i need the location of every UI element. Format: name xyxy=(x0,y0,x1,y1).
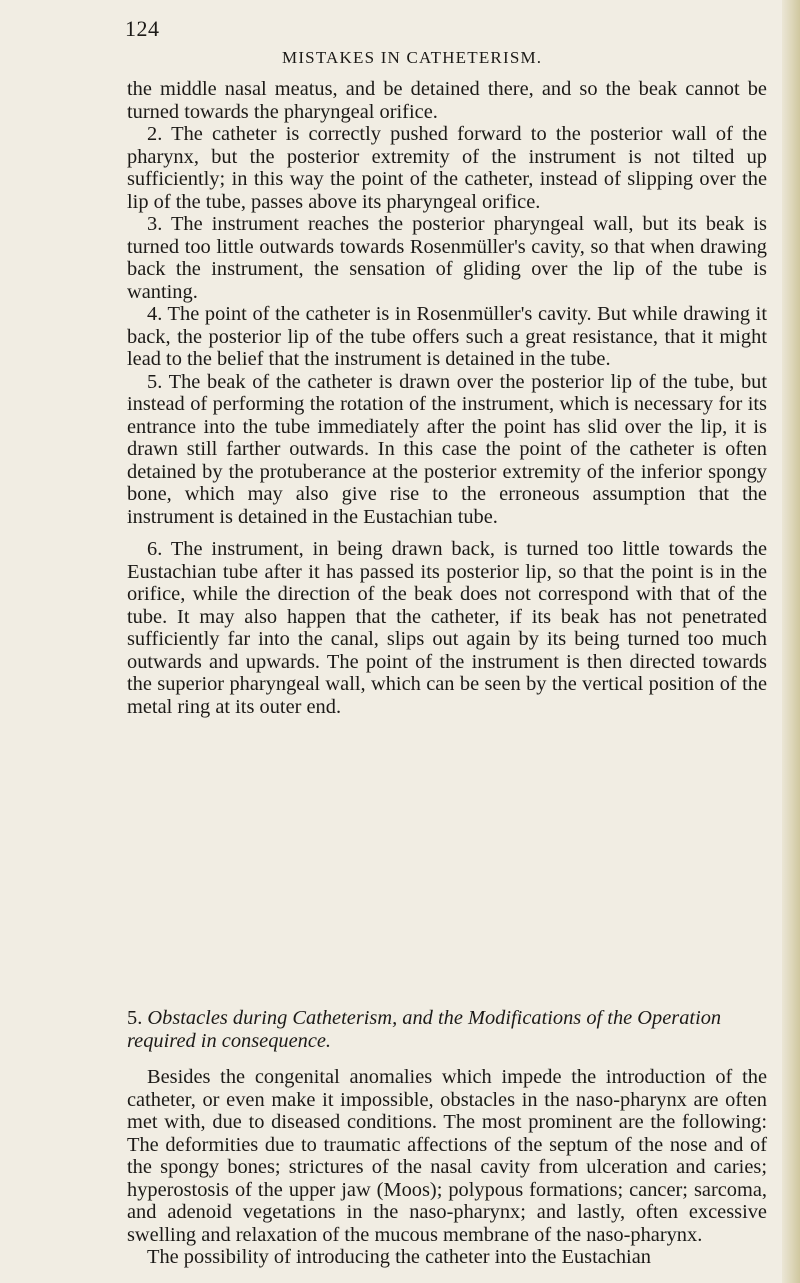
paragraph-continuation: the middle nasal meatus, and be detained there, and so the beak cannot be turned towards the pharyngeal orifice. xyxy=(127,78,767,123)
paragraph-item-5: 5. The beak of the catheter is drawn over the posterior lip of the tube, but instead of performing the rotation of the instrument, which is necessary for its entrance into the tube immediately after the point has slid over the lip, it is drawn still farther outwards. In this case the point of the catheter is often detained by the protuberance at the posterior extremity of the inferior spongy bone, which may also give rise to the erroneous assumption that the instrument is detained in the Eustachian tube. xyxy=(127,370,767,528)
body-text xyxy=(127,78,767,718)
paragraph-item-4: 4. The point of the catheter is in Rosenmüller's cavity. But while drawing it back, the posterior lip of the tube offers such a great resistance, that it might lead to the belief that the instrument is detained in the tube. xyxy=(127,303,767,370)
paragraph-item-6: 6. The instrument, in being drawn back, is turned too little towards the Eustachian tube after it has passed its posterior lip, so that the point is in the orifice, while the direction of the beak does not correspond with that of the tube. It may also happen that the catheter, if its beak has not penetrated sufficiently far into the canal, slips out again by its being turned too much outwards and upwards. The point of the instrument is then directed towards the superior pharyngeal wall, which can be seen by the vertical position of the metal ring at its outer end. xyxy=(127,538,767,718)
running-head: MISTAKES IN CATHETERISM. xyxy=(282,48,543,67)
section-number: 5. xyxy=(127,1007,143,1029)
paragraph-item-2: 2. The catheter is correctly pushed forward to the posterior wall of the pharynx, but the posterior extremity of the instrument is not tilted up sufficiently; in this way the point of the catheter, instead of slipping over the lip of the tube, passes above its pharyngeal orifice. xyxy=(127,123,767,213)
section-heading xyxy=(127,1007,767,1053)
page-number: 124 xyxy=(125,16,160,41)
section-paragraph: The possibility of introducing the catheter into the Eustachian xyxy=(147,1246,651,1268)
section-paragraph: Besides the congenital anomalies which impede the introduction of the catheter, or even make it impossible, obstacles in the naso-pharynx are often met with, due to diseased conditions. The most prominent are the following: The deformities due to traumatic affections of the septum of the nose and of the spongy bones; strictures of the nasal cavity from ulceration and caries; hyperostosis of the upper jaw (Moos); polypous formations; cancer; sarcoma, and adenoid vegetations in the naso-pharynx; and lastly, often excessive swelling and relaxation of the mucous membrane of the naso-pharynx. xyxy=(127,1066,767,1246)
paragraph-item-3: 3. The instrument reaches the posterior pharyngeal wall, but its beak is turned too little outwards towards Rosenmüller's cavity, so that when drawing back the instrument, the sensation of gliding over the lip of the tube is wanting. xyxy=(127,213,767,303)
page-edge-stripe xyxy=(782,0,800,1283)
section-body-text xyxy=(127,1066,767,1269)
section-title: Obstacles during Catheterism, and the Modifications of the Operation required in consequence. xyxy=(127,1007,722,1052)
